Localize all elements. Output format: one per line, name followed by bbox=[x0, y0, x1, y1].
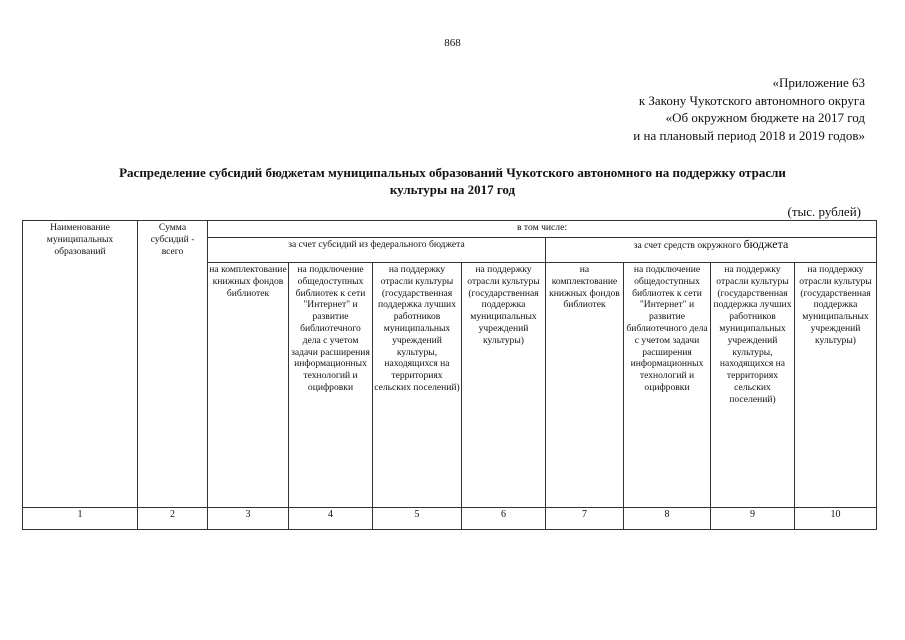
appendix-block bbox=[633, 74, 865, 144]
column-number: 8 bbox=[624, 508, 711, 530]
column-header: на поддержку отрасли культуры (государственная поддержка лучших работников муниципальных учреждений культуры, находящихся на территориях сельских поселений) bbox=[373, 263, 462, 508]
column-header: на комплектование книжных фондов библиотек bbox=[208, 263, 289, 508]
column-header: на поддержку отрасли культуры (государственная поддержка муниципальных учреждений культуры) bbox=[795, 263, 877, 508]
column-header: на подключение общедоступных библиотек к сети "Интернет" и развитие библиотечного дела с учетом задачи расширения информационных технологий и оцифровки bbox=[624, 263, 711, 508]
header-federal: за счет субсидий из федерального бюджета bbox=[208, 238, 546, 263]
column-header: на поддержку отрасли культуры (государственная поддержка муниципальных учреждений культуры) bbox=[462, 263, 546, 508]
column-number-row bbox=[23, 508, 877, 530]
header-row-1 bbox=[23, 221, 877, 238]
column-number: 7 bbox=[546, 508, 624, 530]
column-number: 10 bbox=[795, 508, 877, 530]
column-number: 9 bbox=[711, 508, 795, 530]
column-number: 4 bbox=[289, 508, 373, 530]
column-header: на поддержку отрасли культуры (государственная поддержка лучших работников муниципальных учреждений культуры, находящихся на территориях сельских поселений) bbox=[711, 263, 795, 508]
page-number: 868 bbox=[444, 37, 461, 49]
district-word: бюджета bbox=[743, 237, 789, 251]
column-number: 3 bbox=[208, 508, 289, 530]
appendix-line: «Об окружном бюджете на 2017 год bbox=[665, 110, 865, 125]
header-district bbox=[546, 238, 877, 263]
column-number: 5 bbox=[373, 508, 462, 530]
district-prefix: за счет средств окружного bbox=[633, 240, 742, 251]
appendix-line: «Приложение 63 bbox=[772, 75, 865, 90]
subsidy-table bbox=[22, 220, 877, 530]
appendix-line: и на плановый период 2018 и 2019 годов» bbox=[633, 127, 865, 143]
column-number: 6 bbox=[462, 508, 546, 530]
column-number: 2 bbox=[138, 508, 208, 530]
title-line: культуры на 2017 год bbox=[389, 182, 516, 197]
document-title bbox=[40, 164, 865, 198]
units-label: (тыс. рублей) bbox=[787, 204, 861, 219]
header-municipality: Наименование муниципальных образований bbox=[23, 221, 138, 508]
title-line: Распределение субсидий бюджетам муниципальных образований Чукотского автономного на поддержку отрасли bbox=[119, 165, 786, 180]
header-including: в том числе: bbox=[208, 221, 877, 238]
column-header: на подключение общедоступных библиотек к сети "Интернет" и развитие библиотечного дела с учетом задачи расширения информационных технологий и оцифровки bbox=[289, 263, 373, 508]
appendix-line: к Закону Чукотского автономного округа bbox=[638, 92, 865, 108]
column-header: на комплектование книжных фондов библиотек bbox=[546, 263, 624, 508]
header-total: Сумма субсидий - всего bbox=[138, 221, 208, 508]
column-number: 1 bbox=[23, 508, 138, 530]
